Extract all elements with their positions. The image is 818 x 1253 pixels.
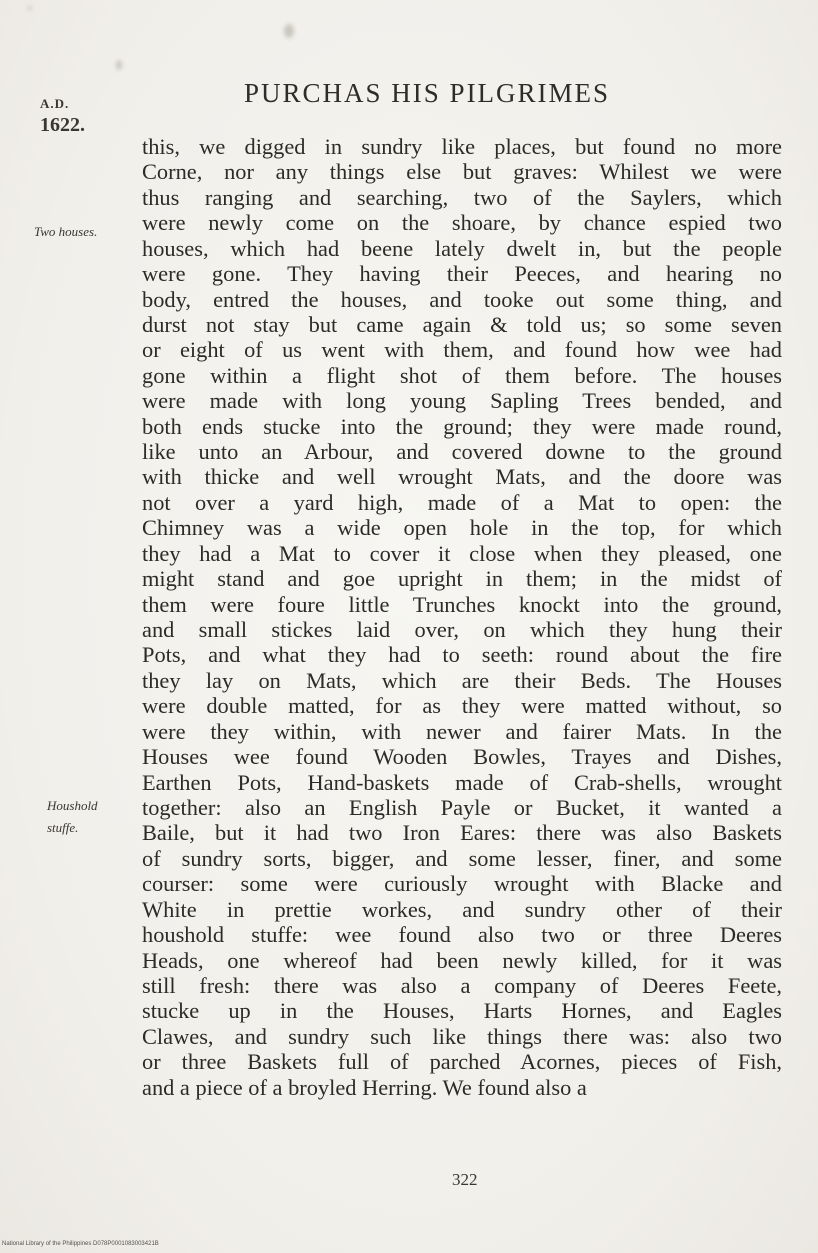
text-line: were double matted, for as they were matted without, so [142, 693, 782, 719]
body-text [142, 134, 782, 1100]
running-title: PURCHAS HIS PILGRIMES [244, 78, 611, 108]
text-line: gone within a flight shot of them before. The houses [142, 362, 782, 388]
text-line: body, entred the houses, and tooke out some thing, and [142, 286, 782, 312]
text-line: or three Baskets full of parched Acornes, pieces of Fish, [142, 1049, 782, 1075]
text-line: them were foure little Trunches knockt into the ground, [142, 591, 782, 617]
text-line: and small stickes laid over, on which they hung their [142, 617, 782, 643]
year-label: 1622. [40, 114, 85, 136]
era-label: A.D. [40, 96, 70, 111]
marginal-note-text: Houshold stuffe. [47, 798, 98, 835]
text-line: still fresh: there was also a company of Deeres Feete, [142, 972, 782, 998]
text-line: Corne, nor any things else but graves: Whilest we were [142, 159, 782, 185]
text-line: durst not stay but came again & told us; so some seven [142, 311, 782, 337]
paper-blemish [116, 60, 122, 70]
text-line: Clawes, and sundry such like things there was: also two [142, 1023, 782, 1049]
text-line: not over a yard high, made of a Mat to open: the [142, 489, 782, 515]
text-line: stucke up in the Houses, Harts Hornes, and Eagles [142, 998, 782, 1024]
text-line: they had a Mat to cover it close when they pleased, one [142, 540, 782, 566]
text-line: were made with long young Sapling Trees bended, and [142, 388, 782, 414]
text-line: with thicke and well wrought Mats, and the doore was [142, 464, 782, 490]
text-line: houshold stuffe: wee found also two or three Deeres [142, 922, 782, 948]
text-line: courser: some were curiously wrought with Blacke and [142, 871, 782, 897]
text-line: and a piece of a broyled Herring. We found also a [142, 1074, 587, 1100]
text-line: Baile, but it had two Iron Eares: there was also Baskets [142, 820, 782, 846]
text-line: Pots, and what they had to seeth: round about the fire [142, 642, 782, 668]
text-line: or eight of us went with them, and found how wee had [142, 337, 782, 363]
text-line: of sundry sorts, bigger, and some lesser, finer, and some [142, 845, 782, 871]
text-line: were they within, with newer and fairer Mats. In the [142, 718, 782, 744]
text-line: were newly come on the shoare, by chance espied two [142, 210, 782, 236]
text-line: Heads, one whereof had been newly killed, for it was [142, 947, 782, 973]
text-line: houses, which had beene lately dwelt in, but the people [142, 235, 782, 261]
text-line: were gone. They having their Peeces, and hearing no [142, 261, 782, 287]
scan-credit: National Library of the Philippines D078P0001083003421B [2, 1241, 159, 1247]
paper-blemish [28, 6, 32, 10]
text-line: White in prettie workes, and sundry other of their [142, 896, 782, 922]
text-line: thus ranging and searching, two of the Saylers, which [142, 184, 782, 210]
paper-blemish [284, 24, 294, 38]
text-line: this, we digged in sundry like places, but found no more [142, 134, 782, 159]
text-line: like unto an Arbour, and covered downe to the ground [142, 439, 782, 465]
marginal-note-two-houses: Two houses. [34, 224, 98, 239]
marginal-note-houshold-stuffe [47, 795, 107, 839]
text-line: Chimney was a wide open hole in the top, for which [142, 515, 782, 541]
text-line: might stand and goe upright in them; in the midst of [142, 566, 782, 592]
text-line: they lay on Mats, which are their Beds. The Houses [142, 667, 782, 693]
text-line: both ends stucke into the ground; they were made round, [142, 413, 782, 439]
page-number: 322 [452, 1170, 478, 1189]
text-line: together: also an English Payle or Bucket, it wanted a [142, 794, 782, 820]
text-line: Earthen Pots, Hand-baskets made of Crab-shells, wrought [142, 769, 782, 795]
text-line: Houses wee found Wooden Bowles, Trayes and Dishes, [142, 744, 782, 770]
